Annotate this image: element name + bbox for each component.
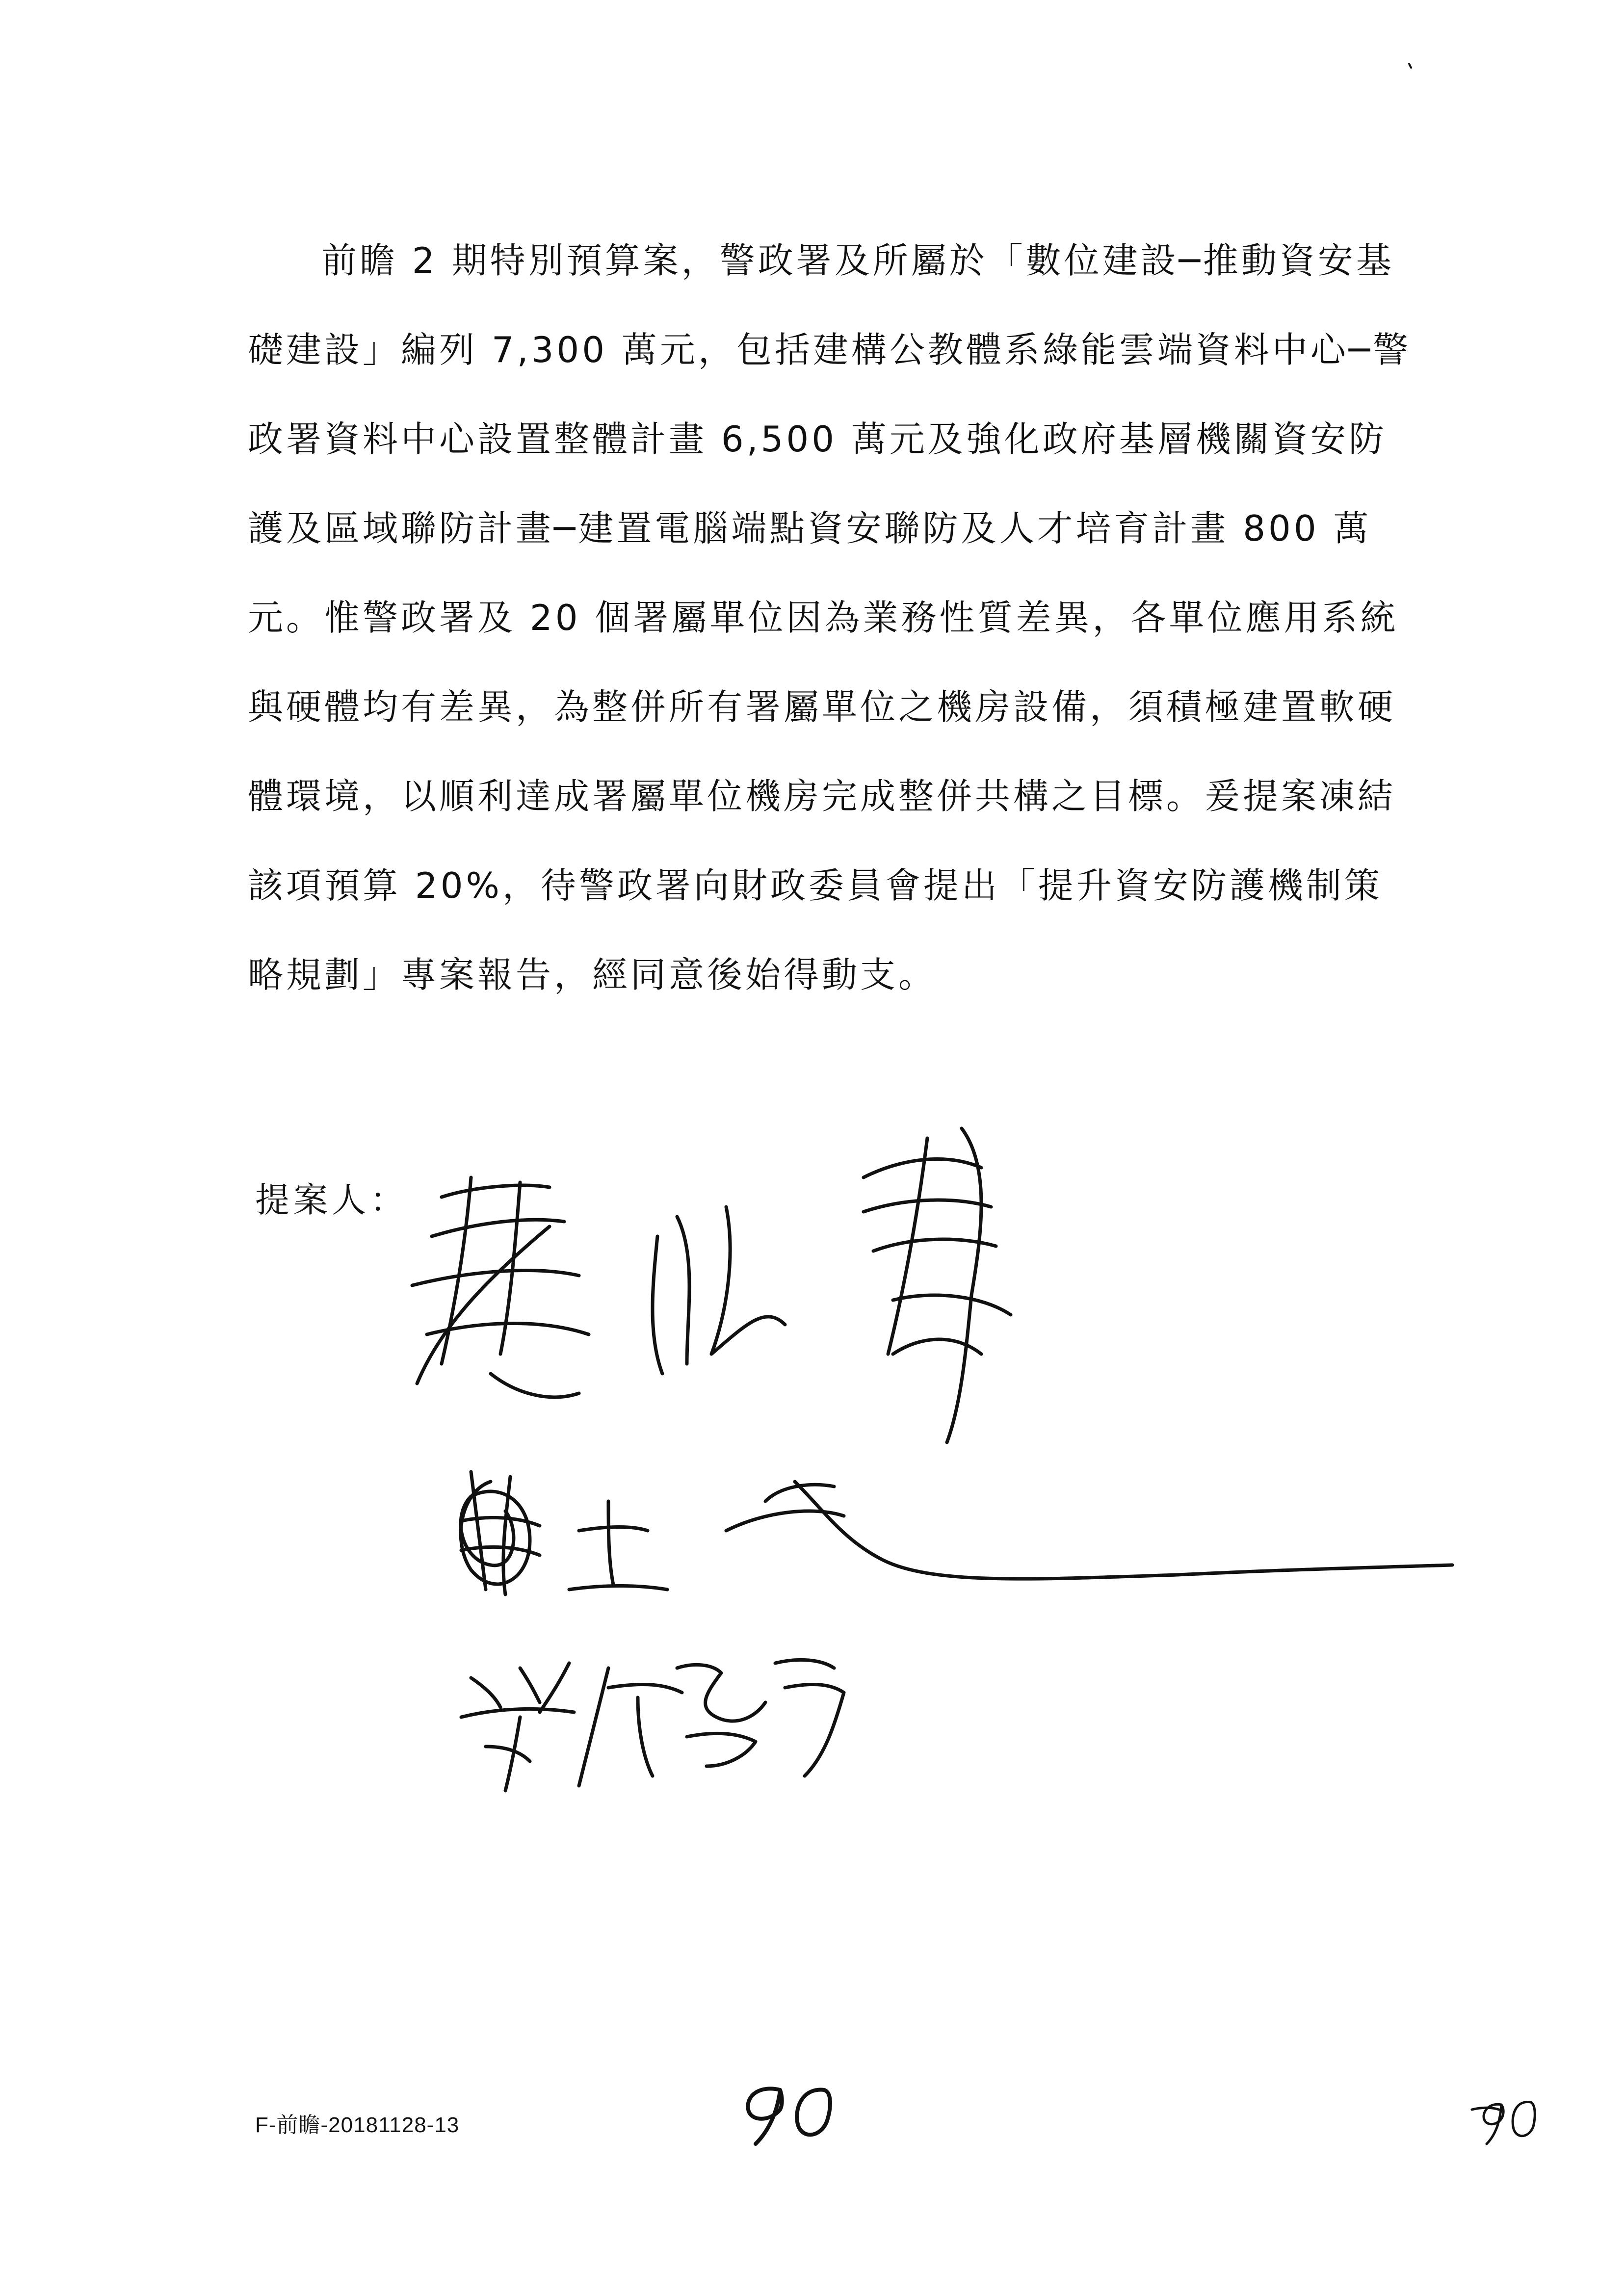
body-line-7: 體環境，以順利達成署屬單位機房完成整併共構之目標。爰提案凍結: [248, 776, 1396, 817]
handwritten-page-number: [726, 2075, 854, 2154]
body-line-1: 前瞻 2 期特別預算案，警政署及所屬於「數位建設─推動資安基: [321, 240, 1394, 281]
handwritten-corner-number: [1462, 2090, 1545, 2154]
body-line-2: 礎建設」編列 7,300 萬元，包括建構公教體系綠能雲端資料中心─警: [248, 329, 1412, 370]
signature-1: [412, 1128, 1011, 1442]
body-line-8: 該項預算 20%，待警政署向財政委員會提出「提升資安防護機制策: [248, 865, 1383, 906]
signature-2: [461, 1472, 1452, 1594]
body-line-6: 與硬體均有差異，為整併所有署屬單位之機房設備，須積極建置軟硬: [248, 686, 1396, 728]
document-code: F-前瞻-20181128-13: [255, 2113, 460, 2137]
body-line-5: 元。惟警政署及 20 個署屬單位因為業務性質差異，各單位應用系統: [248, 597, 1399, 638]
scan-speck: [1409, 64, 1411, 68]
body-line-4: 護及區域聯防計畫─建置電腦端點資安聯防及人才培育計畫 800 萬: [248, 508, 1372, 549]
signature-3: [461, 1660, 844, 1791]
proposal-body: [248, 216, 1412, 1019]
body-line-3: 政署資料中心設置整體計畫 6,500 萬元及強化政府基層機關資安防: [248, 418, 1387, 460]
proposer-label: 提案人：: [255, 1180, 408, 1220]
body-line-9: 略規劃」專案報告，經同意後始得動支。: [248, 954, 937, 995]
